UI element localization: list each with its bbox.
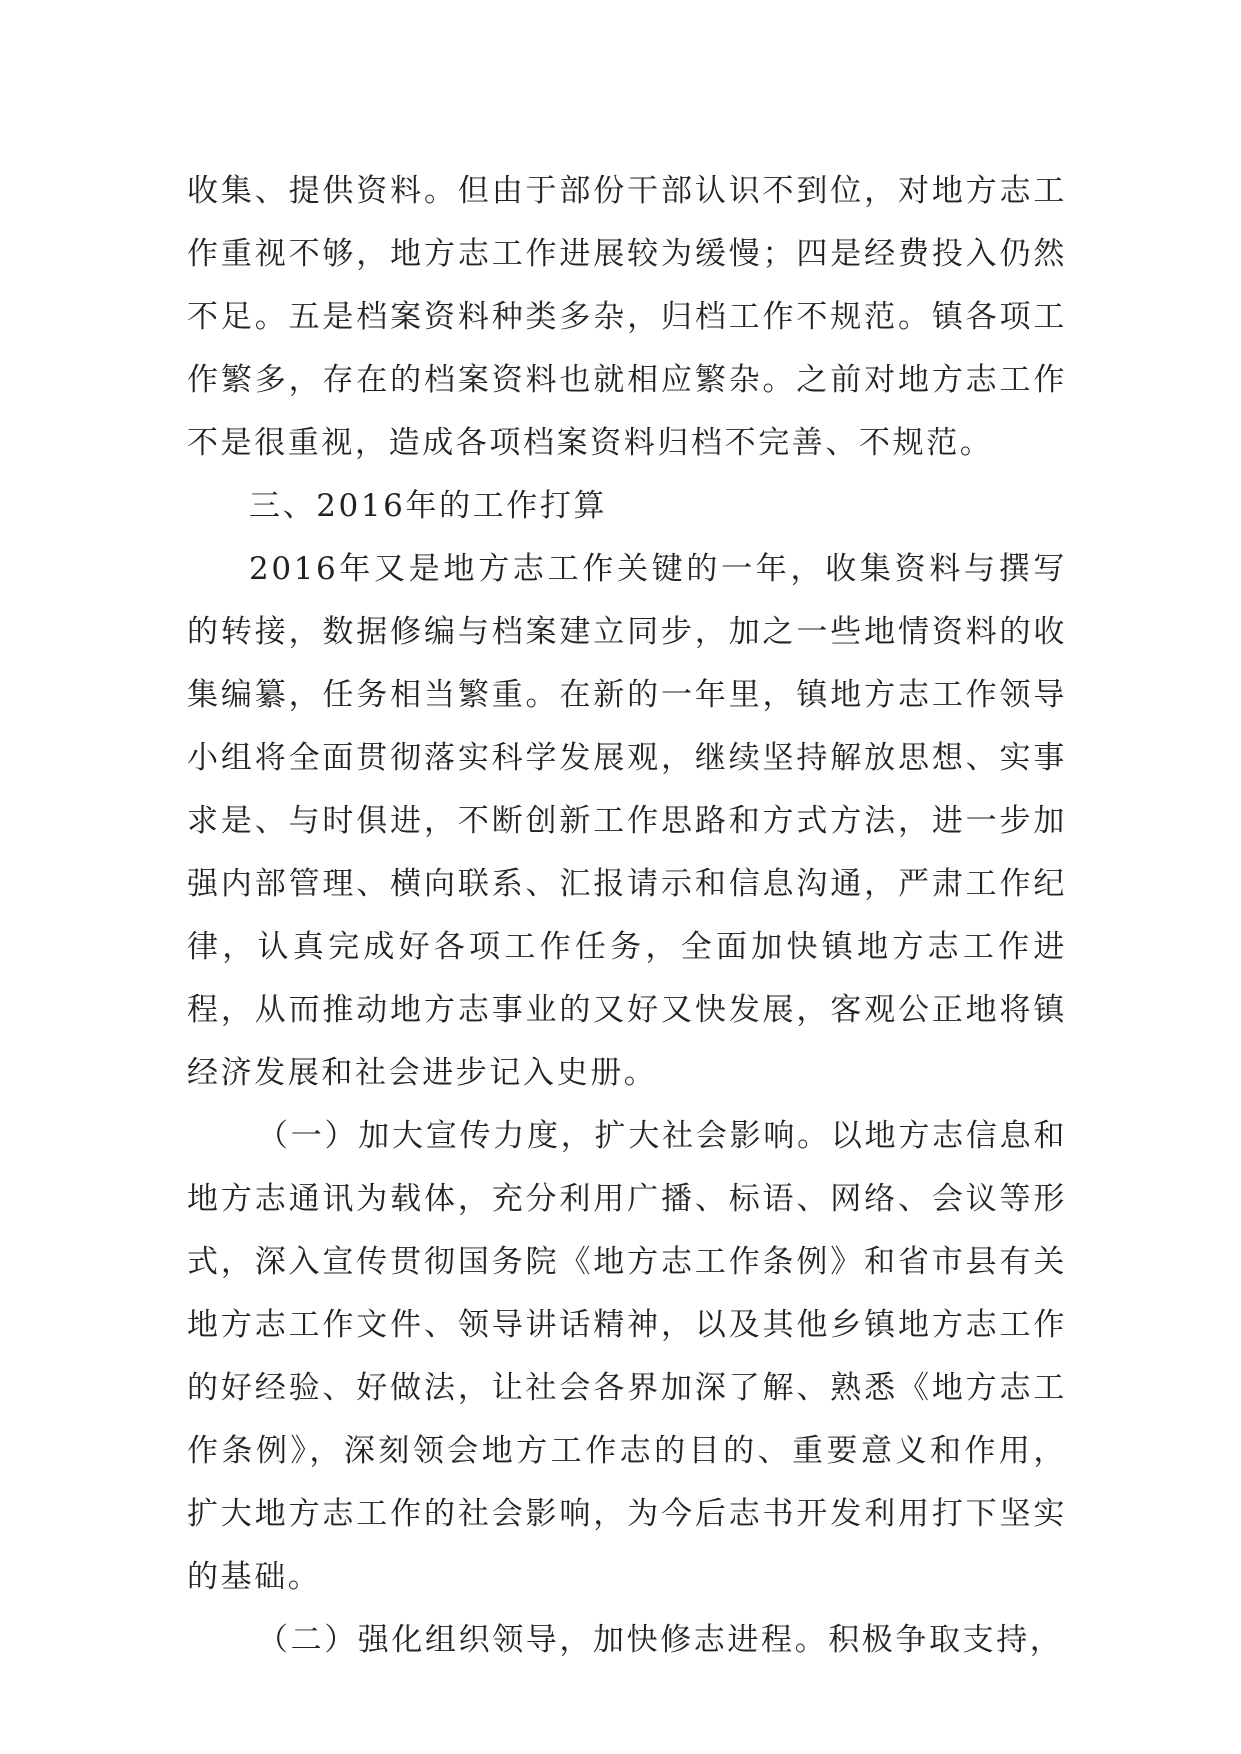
paragraph-organization: （二）强化组织领导，加快修志进程。积极争取支持，	[257, 1622, 1064, 1658]
paragraph-2016-plan: 2016年又是地方志工作关键的一年，收集资料与撰写的转接，数据修编与档案建立同步，加之一些地情资料的收集编纂，任务相当繁重。在新的一年里，镇地方志工作领导小组将全面贯彻落实科学发展观，继续坚持解放思想、实事求是、与时俱进，不断创新工作思路和方式方法，进一步加强内部管理、横向联系、汇报请示和信息沟通，严肃工作纪律，认真完成好各项工作任务，全面加快镇地方志工作进程，从而推动地方志事业的又好又快发展，客观公正地将镇经济发展和社会进步记入史册。	[187, 551, 1067, 1091]
document-body	[187, 160, 1067, 1672]
section-heading-three: 三、2016年的工作打算	[249, 488, 608, 524]
paragraph-continuation: 收集、提供资料。但由于部份干部认识不到位，对地方志工作重视不够，地方志工作进展较为缓慢；四是经费投入仍然不足。五是档案资料种类多杂，归档工作不规范。镇各项工作繁多，存在的档案资料也就相应繁杂。之前对地方志工作不是很重视，造成各项档案资料归档不完善、不规范。	[187, 173, 1067, 461]
paragraph-publicity: （一）加大宣传力度，扩大社会影响。以地方志信息和地方志通讯为载体，充分利用广播、标语、网络、会议等形式，深入宣传贯彻国务院《地方志工作条例》和省市县有关地方志工作文件、领导讲话精神，以及其他乡镇地方志工作的好经验、好做法，让社会各界加深了解、熟悉《地方志工作条例》，深刻领会地方工作志的目的、重要意义和作用，扩大地方志工作的社会影响，为今后志书开发利用打下坚实的基础。	[187, 1118, 1067, 1595]
